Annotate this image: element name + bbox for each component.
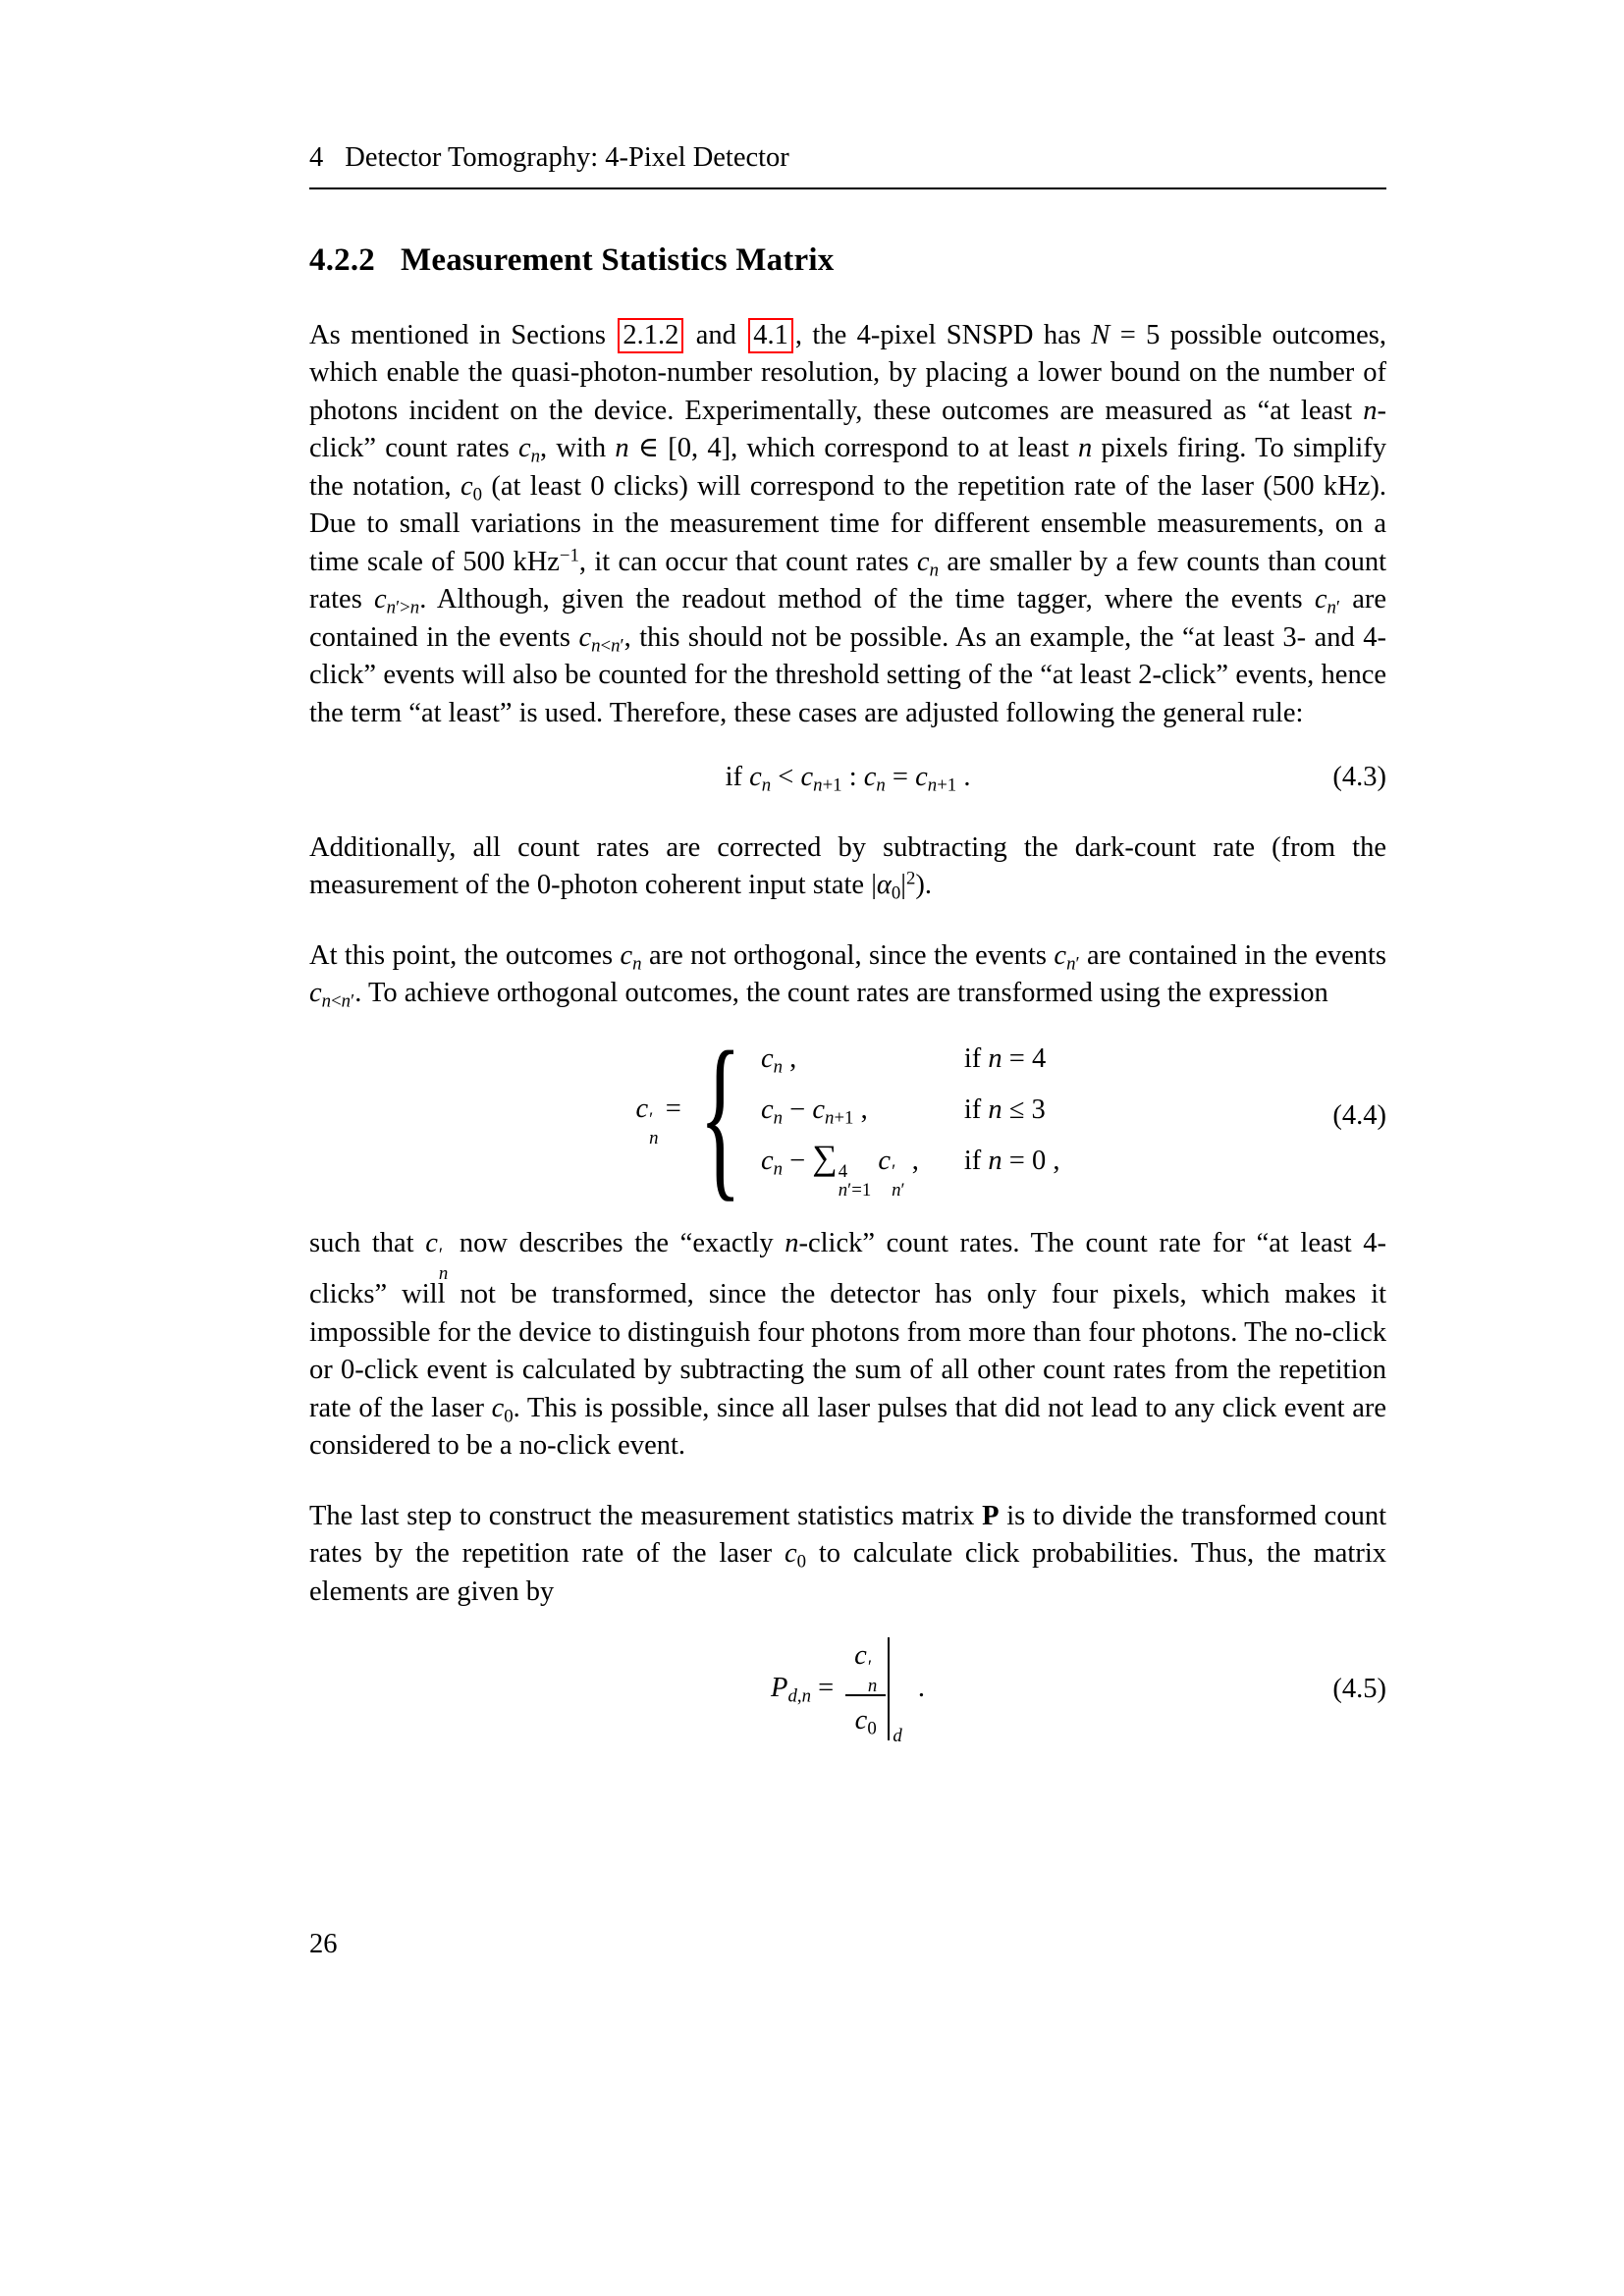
math-var: n bbox=[1078, 433, 1093, 463]
section-link[interactable]: 2.1.2 bbox=[618, 318, 683, 353]
math-var: c bbox=[1054, 939, 1067, 971]
subscript: n′ bbox=[1326, 597, 1340, 618]
math-var: c bbox=[863, 762, 877, 792]
math-var: n bbox=[438, 1262, 449, 1284]
subscript bbox=[774, 1107, 783, 1128]
math-var: n bbox=[611, 635, 621, 657]
math-var: c bbox=[309, 978, 322, 1008]
cases-brace: { bbox=[698, 1015, 741, 1217]
subscript bbox=[774, 1056, 783, 1077]
math-var: n bbox=[876, 774, 886, 796]
math-var: α bbox=[876, 870, 892, 900]
subscript bbox=[632, 953, 641, 974]
case-expr-3: $c_n$ − ∑ 4 n′=1 c ′ n′ , bbox=[760, 1137, 919, 1201]
math-var: c bbox=[749, 762, 762, 792]
math-var: c bbox=[800, 762, 814, 792]
math-var: c bbox=[760, 1145, 774, 1176]
equation-4-3-content: if $c_n < c_{n+1}$ : $c_n = c_{n+1}$ . bbox=[725, 762, 971, 796]
supsub-bottom: n′=1 bbox=[838, 1179, 872, 1201]
math-var: c bbox=[517, 433, 531, 463]
math-var: n bbox=[838, 1179, 848, 1201]
math-var: d bbox=[893, 1725, 902, 1746]
subscript bbox=[930, 560, 939, 580]
math-var: n bbox=[1363, 395, 1378, 426]
subscript: 0 bbox=[867, 1718, 877, 1739]
math-var: n bbox=[386, 597, 397, 618]
equation-4-4-content bbox=[635, 1015, 1060, 1217]
math-var: c bbox=[491, 1392, 505, 1423]
equation-4-4 bbox=[309, 1015, 1386, 1217]
supsub-bottom bbox=[438, 1262, 449, 1284]
subscript: n+1 bbox=[927, 774, 957, 796]
subscript: n<n′ bbox=[591, 635, 624, 657]
subscript: 0 bbox=[891, 882, 901, 904]
fraction-numerator bbox=[845, 1637, 886, 1694]
supsub bbox=[438, 1244, 449, 1284]
equation-4-5 bbox=[309, 1637, 1386, 1746]
supsub bbox=[867, 1656, 878, 1696]
equation-4-5-tag: (4.5) bbox=[1332, 1673, 1386, 1704]
math-var: n bbox=[773, 1158, 784, 1180]
paragraph-5: The last step to construct the measurement statistics matrix P is to divide the transformed count rates by the repetition rate of the laser $c_0$ to calculate click probabilities. Thus, the matrix elements are given by bbox=[309, 1500, 1386, 1607]
math-var: c bbox=[1314, 584, 1327, 614]
subscript bbox=[774, 1158, 783, 1179]
math-var: n bbox=[825, 1107, 835, 1129]
supsub bbox=[838, 1160, 872, 1201]
math-var: n bbox=[632, 953, 642, 975]
math-var: c bbox=[760, 1042, 774, 1074]
fraction-denominator bbox=[845, 1694, 886, 1740]
math-var: c bbox=[915, 762, 928, 792]
math-var: n bbox=[615, 433, 629, 463]
case-cond-1: if n = 4 bbox=[963, 1042, 1047, 1074]
equation-4-5-content bbox=[771, 1637, 925, 1746]
supsub-top: ′ bbox=[649, 1109, 654, 1131]
case-cond-3: if n = 0 , bbox=[963, 1145, 1060, 1176]
bold-symbol: P bbox=[982, 1500, 1000, 1531]
supsub bbox=[891, 1160, 905, 1201]
matrix-element-lhs: $P_{d,n}$ = bbox=[771, 1673, 835, 1707]
supsub-bottom: n′ bbox=[892, 1179, 905, 1201]
case-expr-2: $c_n - c_{n+1}$ , bbox=[760, 1094, 868, 1129]
evaluation-subscript bbox=[890, 1725, 902, 1746]
paragraph-1: As mentioned in Sections 2.1.2 and 4.1 , the 4-pixel SNSPD has N = 5 possible outcomes, which enable the quasi-photon-number resolution, by placing a lower bound on the number of photons incident on the device. Experimentally, these outcomes are measured as “at least n-click” count rates $c_n$, with n ∈ [0, 4], which correspond to at least n pixels firing. To simplify the notation, $c_0$ (at least 0 clicks) will correspond to the repetition rate of the laser (500 kHz). Due to small variations in the measurement time for different ensemble measurements, on a time scale of 500 kHz$^{-1}$, it can occur that count rates $c_n$ are smaller by a few counts than count rates $c_{n'>n}$. Although, given the readout method of the time tagger, where the events $c_{n'}$ are contained in the events $c_{n<n'}$, this should not be possible. As an example, the “at least 3- and 4-click” events will also be counted for the threshold setting of the “at least 2-click” events, hence the term “at least” is used. Therefore, these cases are adjusted following the general rule: bbox=[309, 319, 1387, 728]
subscript: n′ bbox=[1066, 953, 1080, 975]
math-var: c bbox=[460, 470, 473, 502]
math-var: n bbox=[761, 774, 772, 796]
math-var: c bbox=[425, 1228, 438, 1259]
supsub-top: ′ bbox=[438, 1244, 443, 1265]
math-var: n bbox=[1326, 597, 1336, 618]
math-var: n bbox=[927, 774, 938, 796]
paragraph-2: Additionally, all count rates are corrected by subtracting the dark-count rate (from the measurement of the 0-photon coherent input state $|\alpha_0|^2$). bbox=[309, 831, 1386, 904]
running-head bbox=[309, 0, 1386, 189]
math-var: n bbox=[801, 1685, 811, 1707]
subscript bbox=[762, 775, 771, 796]
evaluation-bar bbox=[888, 1637, 890, 1739]
math-var: n bbox=[988, 1042, 1002, 1074]
math-var: n bbox=[892, 1179, 901, 1201]
math-var: c bbox=[374, 584, 387, 614]
subscript: n′>n bbox=[386, 597, 420, 618]
supsub-top: ′ bbox=[867, 1656, 872, 1678]
content-column bbox=[309, 0, 1386, 1767]
math-var: c bbox=[854, 1705, 868, 1736]
math-var: n bbox=[321, 990, 332, 1012]
math-var: c bbox=[760, 1094, 774, 1125]
math-var: c bbox=[620, 939, 633, 971]
math-var: n bbox=[591, 635, 601, 657]
supsub bbox=[648, 1109, 659, 1149]
math-var: c bbox=[784, 1538, 797, 1570]
subscript: n+1 bbox=[813, 774, 842, 796]
math-var: n bbox=[409, 597, 420, 618]
supsub-bottom bbox=[649, 1130, 658, 1148]
math-var: c bbox=[854, 1640, 867, 1672]
math-var: c bbox=[878, 1145, 892, 1176]
equation-4-3 bbox=[309, 759, 1386, 797]
math-var: d bbox=[787, 1685, 797, 1707]
math-var: n bbox=[867, 1675, 878, 1696]
fraction bbox=[845, 1637, 886, 1739]
math-var: n bbox=[773, 1107, 784, 1129]
summation-symbol: ∑ bbox=[812, 1137, 838, 1177]
subscript: n<n′ bbox=[321, 990, 355, 1012]
section-heading-title: Measurement Statistics Matrix bbox=[401, 241, 835, 278]
supsub-top: ′ bbox=[892, 1160, 896, 1182]
math-var: n bbox=[1066, 953, 1076, 975]
math-var: n bbox=[988, 1094, 1002, 1125]
supsub-top: 4 bbox=[838, 1160, 848, 1182]
math-var: n bbox=[773, 1056, 784, 1078]
page-number: 26 bbox=[309, 1929, 338, 1959]
math-var: c bbox=[916, 546, 930, 577]
subscript: 0 bbox=[796, 1551, 807, 1573]
equation-4-4-tag: (4.4) bbox=[1332, 1099, 1386, 1131]
math-var: n bbox=[341, 990, 352, 1012]
cases-lhs: c ′ n = bbox=[635, 1094, 681, 1149]
equation-period: . bbox=[917, 1673, 925, 1704]
math-var: n bbox=[813, 774, 823, 796]
subscript bbox=[876, 775, 885, 796]
section-heading bbox=[309, 240, 1386, 280]
math-var: n bbox=[649, 1128, 659, 1149]
math-var: c bbox=[812, 1094, 826, 1125]
math-var: P bbox=[771, 1673, 788, 1704]
subscript: 0 bbox=[472, 484, 483, 506]
subscript bbox=[531, 447, 540, 467]
running-head-number: 4 bbox=[309, 142, 324, 173]
paragraph-4: such that c ′ n now describes the “exactly n-click” count rates. The count rate for “at least 4-clicks” will not be transformed, since the detector has only four pixels, which makes it impossible for the device to distinguish four photons from more than four photons. The no-click or 0-click event is calculated by subtracting the sum of all other count rates from the repetition rate of the laser $c_0$. This is possible, since all laser pulses that did not lead to any click event are considered to be a no-click event. bbox=[309, 1228, 1387, 1462]
subscript: d,n bbox=[787, 1685, 811, 1707]
case-expr-1: $c_n$ , bbox=[760, 1042, 797, 1078]
superscript: 2 bbox=[906, 868, 916, 889]
math-var: c bbox=[578, 621, 592, 653]
math-var: n bbox=[785, 1228, 799, 1259]
section-heading-number: 4.2.2 bbox=[309, 241, 375, 278]
section-link[interactable]: 4.1 bbox=[748, 318, 793, 353]
math-var: n bbox=[929, 560, 939, 581]
math-var: n bbox=[530, 446, 541, 467]
math-var: N bbox=[1091, 319, 1110, 350]
paragraph-3: At this point, the outcomes $c_n$ are not orthogonal, since the events $c_{n'}$ are contained in the events $c_{n<n'}$. To achieve orthogonal outcomes, the count rates are transformed using the expression bbox=[309, 939, 1387, 1012]
subscript: 0 bbox=[504, 1406, 514, 1427]
supsub-bottom bbox=[867, 1675, 878, 1696]
case-cond-2: if n ≤ 3 bbox=[963, 1094, 1046, 1125]
equation-4-3-tag: (4.3) bbox=[1332, 762, 1386, 792]
cases-grid bbox=[760, 1040, 1060, 1201]
subscript: n+1 bbox=[825, 1107, 854, 1129]
math-var: c bbox=[635, 1094, 649, 1124]
running-head-title: Detector Tomography: 4-Pixel Detector bbox=[345, 142, 789, 173]
superscript: −1 bbox=[559, 545, 579, 566]
math-var: n bbox=[988, 1145, 1002, 1176]
